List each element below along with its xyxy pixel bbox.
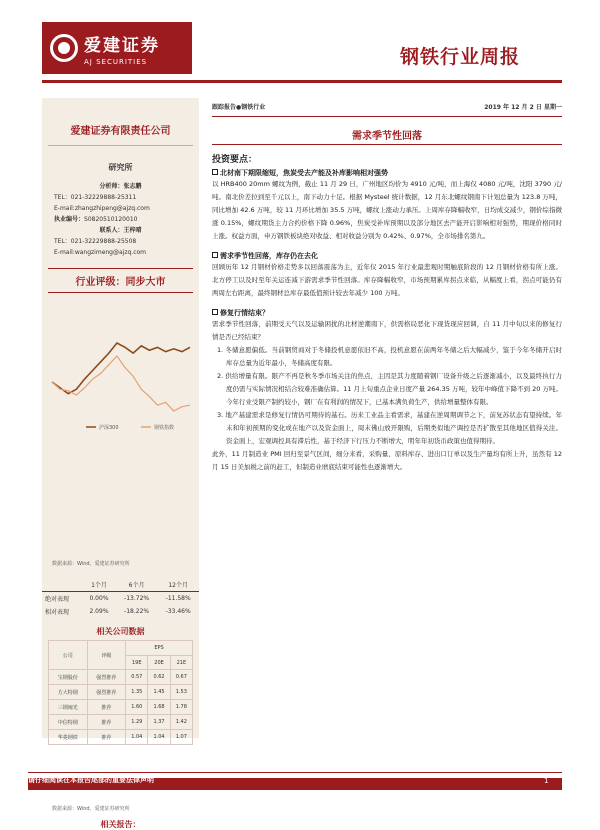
analyst-block	[42, 181, 199, 258]
related-cell: 三钢闽光	[49, 700, 88, 715]
contact-name: 王梓晴	[123, 227, 142, 234]
related-cell: 0.62	[148, 670, 170, 685]
related-cell: 1.04	[148, 730, 170, 745]
perf-cell: -18.22%	[124, 608, 150, 615]
footer-divider	[28, 772, 562, 773]
contact-label: 联系人：	[99, 227, 124, 234]
section-paragraph: 以 HRB400 20mm 螺纹为例，截止 11 月 29 日，广州地区均价为 4910 元/吨，而上海仅 4080 元/吨，沈阳 3790 元/吨。南北价差拉到至千元以上，南下动力十足。根据 Mysteel 统计数据，12 月东北螺纹钢南下计划总量为 123.8 万吨，同比增加 42.6 万吨，较 11 月环比增加 35.5 万吨，螺纹上涨动力承压。上周库存降幅收窄，日均成交减少，钢价综指微涨 0.15%，螺纹期货主力合约价格下降 0.96%，焦炭受补库预期以及部分地区去产能开启影响相对强势，期现价格同时上涨。权益方面，申万钢铁板块绝对收益、相对收益分别为 0.42%、0.97%，全市场排名第九。	[212, 180, 562, 240]
section-heading	[212, 168, 562, 178]
investment-points-heading: 投资要点：	[212, 155, 258, 165]
related-row	[49, 715, 193, 730]
report-title: 钢铁行业周报	[400, 46, 521, 68]
report-meta	[212, 102, 562, 111]
sidebar-divider	[48, 145, 193, 146]
performance-table	[42, 578, 199, 618]
chart-source: 数据来源：Wind，爱建证券研究所	[52, 561, 130, 567]
perf-header-cell: 1个月	[82, 578, 116, 592]
analyst-name: 张志鹏	[123, 183, 142, 190]
related-cell: 强烈推荐	[87, 670, 126, 685]
related-cell: 1.29	[126, 715, 148, 730]
perf-header-cell: 12个月	[157, 578, 199, 592]
perf-cell: 2.09%	[89, 608, 109, 615]
list-item: 1. 冬储意愿偏低。当前钢贸商对于冬储投机意愿依旧不高，投机意愿在前两年冬储之后大幅减少，鉴于今年冬储开启时库存总量为近年最小，冬储高度有限。	[217, 346, 562, 367]
perf-cell: -33.46%	[165, 608, 191, 615]
related-row	[49, 700, 193, 715]
contact-tel: TEL：021-32229888-25508	[54, 238, 137, 245]
related-cell: 1.42	[170, 715, 192, 730]
related-cell: 1.60	[126, 700, 148, 715]
perf-row	[42, 592, 199, 606]
perf-cell: 绝对表现	[45, 596, 70, 603]
related-row	[49, 670, 193, 685]
series-line-0	[52, 343, 190, 394]
related-header-row	[49, 641, 193, 656]
related-cell: 华菱钢铁	[49, 730, 88, 745]
section-paragraph: 此外，11 月制造业 PMI 回归至景气区间，细分来看，采购量、原料库存、进出口订单以及生产量均有所上升，虽然有 12 月 15 日美加税之前的赶工，但制造业磨底结束可能性也逐渐增大。	[212, 450, 562, 471]
related-cell: 1.37	[148, 715, 170, 730]
cert-no: S0820510120010	[84, 216, 138, 223]
list-item: 2. 供给增量有限。限产不再是秋冬季市场关注的焦点，主因是其力度随着钢厂设备升级之后逐渐减小，以及最终执行力度仍需与实际情况相结合较难准确估算。11 月上旬重点企业日度产量 264.35 万吨，较年中峰值下降不到 20 万吨。今年行业受限产制约较小，钢厂在有利润的情况下，已基本满负荷生产，供给增量整体有限。	[217, 372, 562, 406]
related-cell: 1.04	[126, 730, 148, 745]
checkbox-icon	[212, 309, 218, 315]
related-cell: 强烈推荐	[87, 685, 126, 700]
analyst-email[interactable]: E-mail:zhangzhipeng@ajzq.com	[54, 205, 150, 212]
list-item: 3. 地产基建需求是修复行情仍可期待的基石。历来工业品主看需求，基建在逆周期调节之下，前复苏状态有望持续。年末和年初预期的变化或在地产以及资金面上，周末佛山放开限购，后期类似地产调控是否扩散至其他地区值得关注。资金面上，宏观调控具有滞后性，基于经济下行压力不断增大，明年年初货币政策也值得期待。	[217, 411, 562, 445]
related-row	[49, 730, 193, 745]
related-col-eps: EPS	[126, 641, 193, 656]
perf-row	[42, 605, 199, 618]
related-row	[49, 685, 193, 700]
logo-en-text: AJ SECURITIES	[84, 57, 148, 66]
related-cell: 1.78	[170, 700, 192, 715]
related-cell: 1.35	[126, 685, 148, 700]
analyst-tel: TEL：021-32229888-25311	[54, 194, 137, 201]
related-cell: 1.45	[148, 685, 170, 700]
analyst-label: 分析师：	[99, 183, 124, 190]
page-number: 1	[544, 777, 549, 785]
related-cell: 0.67	[170, 670, 192, 685]
title-divider	[212, 144, 562, 145]
contact-email[interactable]: E-mail:wangzimeng@ajzq.com	[54, 249, 147, 256]
logo-emblem-icon	[50, 34, 78, 62]
series-line-1	[52, 356, 190, 411]
perf-cell: -13.72%	[124, 595, 150, 602]
brand-logo	[42, 22, 192, 74]
perf-cell: 相对表现	[45, 609, 70, 616]
section-heading-text: 修复行情结束？	[220, 309, 269, 317]
section-heading-text: 需求季节性回落，库存仍在去化	[220, 252, 318, 260]
related-year: 20E	[148, 656, 170, 670]
related-cell: 方大特钢	[49, 685, 88, 700]
report-date: 2019 年 12 月 2 日 星期一	[484, 104, 562, 111]
related-cell: 推荐	[87, 700, 126, 715]
index-chart-svg	[46, 335, 196, 435]
checkbox-icon	[212, 252, 218, 258]
related-cell: 1.07	[170, 730, 192, 745]
cert-label: 执业编号：	[54, 216, 85, 223]
report-category: 跟踪报告●钢铁行业	[212, 104, 266, 111]
related-cell: 1.53	[170, 685, 192, 700]
section-paragraph: 需求季节性回落，前期受天气以及运输困扰的北材逆潮南下，供需格局恶化下现货现应回调，自 11 月中旬以来的修复行情是否已经结束？	[212, 320, 562, 341]
section-heading	[212, 251, 562, 261]
perf-cell: 0.00%	[89, 595, 109, 602]
logo-cn-text: 爱建证券	[84, 35, 160, 56]
related-cell: 推荐	[87, 715, 126, 730]
related-cell: 中信特钢	[49, 715, 88, 730]
perf-header-row	[42, 578, 199, 592]
perf-cell: -11.58%	[165, 595, 191, 602]
related-col-company: 公司	[49, 641, 88, 670]
industry-rating: 行业评级：同步大市	[48, 268, 193, 293]
related-cell: 1.68	[148, 700, 170, 715]
related-cell: 0.57	[126, 670, 148, 685]
related-reports-title: 相关报告：	[100, 820, 141, 829]
table-source: 数据来源：Wind，爱建证券研究所	[52, 806, 130, 812]
dept-name: 研究所	[108, 163, 133, 172]
related-cell: 宝钢股份	[49, 670, 88, 685]
related-col-rating: 评级	[87, 641, 126, 670]
header-divider	[42, 80, 562, 83]
perf-header-cell: 6个月	[116, 578, 158, 592]
section-heading	[212, 308, 562, 318]
related-companies-table	[48, 640, 193, 745]
related-year: 21E	[170, 656, 192, 670]
section-paragraph: 回顾历年 12 月钢材价格走势多以回落震荡为主，近年仅 2015 年行业最悲观时期触底阶段的 12 月钢材价格有所上涨。北方停工以及时至年关运连减下游需求季节性回落。库存降幅收窄，市场预期累库拐点来临，从幅度上看，拐点可能仍有两周左右距离，最终钢材总库存最低值预计较去年减少 100 万吨。	[212, 263, 562, 297]
index-chart	[46, 335, 196, 435]
article-body	[212, 152, 562, 474]
legend-label: 钢铁指数	[154, 425, 175, 431]
checkbox-icon	[212, 169, 218, 175]
legend-label: 沪深300	[99, 425, 119, 431]
related-cell: 推荐	[87, 730, 126, 745]
legal-notice[interactable]: 请仔细阅读在本报告尾部的重要法律声明	[28, 776, 154, 784]
perf-header-cell	[42, 578, 82, 592]
related-companies-title: 相关公司数据	[96, 627, 145, 636]
company-name: 爱建证券有限责任公司	[70, 126, 171, 137]
article-title: 需求季节性回落	[352, 131, 422, 142]
related-year: 19E	[126, 656, 148, 670]
meta-divider	[212, 116, 562, 117]
section-heading-text: 北材南下期限缩短，焦炭受去产能及补库影响相对强势	[220, 169, 388, 177]
